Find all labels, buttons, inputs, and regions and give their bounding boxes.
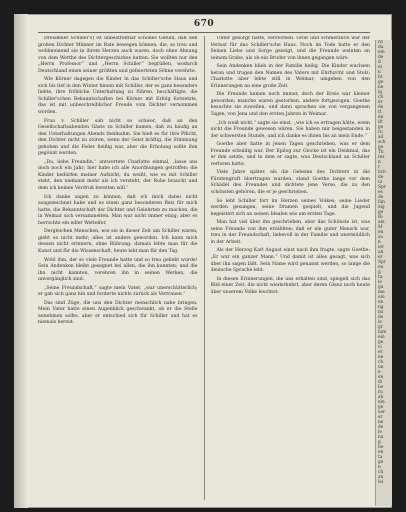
next-page-fragment: Spr xyxy=(378,185,386,190)
paragraph: „Ich weiß nicht,“ sagte sie einst, „wie ich es ertragen hätte, wenn nicht die Freunde gewesen wären. Sie haben mir beigestanden in der schwersten Stunde, und ich danke es ihnen bis an mein Ende.“ xyxy=(210,120,370,139)
next-page-fragment: lei xyxy=(378,480,384,485)
next-page-fragment: r xyxy=(378,165,381,170)
next-page-fragment: de xyxy=(378,315,384,320)
next-page-fragment: eig xyxy=(378,205,385,210)
next-page-fragment: M xyxy=(378,225,383,230)
paragraph: „Du, liebe Freundin,“ antwortete Charlotte einmal, „lasse uns doch noch ein Jahr; hier habe ich alle Anordnungen getroffen; die Kinder bedürfen meiner Aufsicht; du weißt, wie es mit Schiller steht, den niemand mehr als ich versteht, der Ruhe braucht und dem ich keinen Verdruß bereiten will.“ xyxy=(38,159,198,192)
next-page-fragment: ift xyxy=(378,120,383,125)
next-page-fragment: e xyxy=(378,370,381,375)
next-page-fragment: n xyxy=(378,70,381,75)
paragraph: Man hat viel über ihn geschrieben, aber das Schönste ist, was seine Freunde von ihm erzählten: daß er ein guter Mensch war, treu in der Freundschaft, liebevoll in der Familie und unermüdlich in der Arbeit. xyxy=(210,220,370,245)
paragraph: Dresdener Schiller's) ist unbestreitbar schönes Gefühl, daß den großen Dichter Männer im Rate bewegen können, die, so treu und wohlmeinend sie in ihrem Herzen auch waren, doch ohne Ahnung von dem Werthe des Dichtergeschickes hatten. Sie wollten nur den „Herrn Professor“ und „Herrn Schiller“ begrüßen, wodurch Deutschland einen seiner größten und gefeiertsten Söhne verehrte. xyxy=(38,36,198,74)
book-page xyxy=(14,14,392,508)
paragraph: Goethe aber hatte in jenen Tagen geschrieben, was er dem Freunde schuldig war. Der Epilog zur Glocke ist ein Denkmal, das er ihm setzte, und in dem er sagte, was Deutschland an Schiller verloren hatte. xyxy=(210,142,370,167)
next-page-fragment: de xyxy=(378,55,384,60)
page-number: 670 xyxy=(193,19,215,29)
next-page-fragment: vi xyxy=(378,345,382,350)
next-page-fragment: ein xyxy=(378,335,385,340)
next-page-fragment: ier xyxy=(378,245,384,250)
next-page-fragment: n xyxy=(378,240,381,245)
paragraph: Als der Herzog Karl August einst nach ihm fragte, sagte Goethe: „Er war ein ganzer Mann.“ Und damit ist alles gesagt, was sich über ihn sagen läßt. Sein Name wird genannt werden, so lange die deutsche Sprache lebt. xyxy=(210,248,370,274)
next-page-fragment: di xyxy=(378,380,383,385)
next-page-fragment: en xyxy=(378,230,384,235)
next-page-fragment: ig xyxy=(378,90,383,95)
next-page-edge xyxy=(375,40,392,506)
next-page-fragment: lum xyxy=(378,330,387,335)
next-page-fragment: ga xyxy=(378,285,384,290)
paragraph: Unter gesorgt hatte, verstorben. Groß und schmerzlich war der Verlust für das Schiller'sche Haus. Noch im Tode hatte er den Seinen Liebe und Sorge gezeigt, und die Freunde weinten an seinem Grabe, als ob ein Bruder von ihnen gegangen wäre. xyxy=(210,36,370,61)
next-page-fragment: Th xyxy=(378,150,384,155)
next-page-fragment: ru xyxy=(378,390,383,395)
page-gutter xyxy=(14,14,28,508)
next-page-fragment: ah xyxy=(378,250,384,255)
next-page-fragment: ge xyxy=(378,145,384,150)
next-page-fragment: ein xyxy=(378,295,385,300)
next-page-fragment: er xyxy=(378,255,383,260)
next-page-fragment: er xyxy=(378,100,383,105)
next-page-fragment: be xyxy=(378,445,384,450)
next-page-fragment: en xyxy=(378,115,384,120)
paragraph: „Seine Freundschaft,“ sagte mein Vater, „war unerschütterlich; er gab sich ganz hin und forderte nichts zurück als Vertrauen.“ xyxy=(38,285,198,298)
page-header xyxy=(38,18,370,33)
next-page-fragment: sch xyxy=(378,140,386,145)
next-page-fragment: d xyxy=(378,60,381,65)
next-page-fragment: lün xyxy=(378,200,385,205)
paragraph: Frau v. Schiller sah nicht so schwer, daß an den Gesellschaftsabenden Gäste zu Schiller kamen, daß zu häufig an den Unterhaltungen Abends theilnahm. Sie hieß es für ihre Pflicht, den Dichter nicht zu stören, wenn der Geist kräftig, die Stimmung gehoben und die Feder fleißig war, aber die Erholung sollte ihm gegönnt werden. xyxy=(38,118,198,157)
next-page-fragment: ht xyxy=(378,75,383,80)
paragraph: Wohl ihm, der so viele Freunde hatte und so treu geliebt wurde! Sein Andenken bleibt gesegnet bei allen, die ihn kannten; und die ihn nicht kannten, verehren ihn in seinen Werken, die unvergänglich sind. xyxy=(38,257,198,283)
next-page-fragment: nu xyxy=(378,435,384,440)
next-page-fragment: de xyxy=(378,175,384,180)
next-page-fragment: sa xyxy=(378,235,383,240)
next-page-fragment: ie xyxy=(378,280,382,285)
next-page-fragment: ge xyxy=(378,340,384,345)
next-page-fragment: ver xyxy=(378,410,386,415)
next-page-fragment: ein xyxy=(378,400,385,405)
paragraph: Dergleichen Menschen, wie sie in dieser Zeit um Schiller waren, giebt es nicht mehr; alles ist anders geworden. Ich kann mich dessen nicht erinnern, ohne Rührung: damals lebte man für die Kunst und für die Wissenschaft, heute lebt man für den Tag. xyxy=(38,229,198,254)
next-page-fragment: ui xyxy=(378,180,383,185)
next-page-fragment: am xyxy=(378,220,385,225)
next-page-fragment: ru xyxy=(378,130,383,135)
paragraph: Wie Körner dagegen die Kinder in das Schiller'sche Haus und sich bis tief in den Winter hinein mit Schiller, der es ganz besonders liebte, ihre fröhliche Unterhaltung zu führen, beschäftigte, die Schiller'schen Bekanntschaften bei Körner mit Erfolg fortsetzte, das ist mit unbeschreiblicher Freude vom Dichter vernommen worden. xyxy=(38,77,198,116)
next-page-fragment: ge xyxy=(378,460,384,465)
paragraph: Die Freunde kamen noch immer, doch der Kreis war kleiner geworden; manche waren gestorben, andere fortgezogen. Goethe besuchte sie zuweilen, und dann sprachen sie von vergangenen Tagen, von Jena und den ersten Jahren in Weimar. xyxy=(210,92,370,118)
next-page-fragment: ge xyxy=(378,405,384,410)
column-divider xyxy=(204,36,205,500)
next-page-fragment: de xyxy=(378,425,384,430)
next-page-fragment: ei xyxy=(378,65,382,70)
next-page-fragment: ch xyxy=(378,360,384,365)
paragraph: Sein Andenken blieb in der Familie heilig. Die Kinder wuchsen heran und trugen den Namen des Vaters mit Ehrfurcht und Stolz; Charlotte aber lebte still in Weimar, umgeben von den Erinnerungen an eine große Zeit. xyxy=(210,64,370,89)
left-column xyxy=(38,36,198,500)
next-page-fragment: er xyxy=(378,350,383,355)
next-page-fragment: en xyxy=(378,300,384,305)
next-page-fragment: er xyxy=(378,415,383,420)
next-page-fragment: un xyxy=(378,365,384,370)
next-page-fragment: ah xyxy=(378,395,384,400)
paragraph: In diesen Erinnerungen, die uns erhalten sind, spiegelt sich das Bild einer Zeit, die nicht wiederkehrt, aber deren Glanz noch heute über unserem Volke leuchtet. xyxy=(210,276,370,295)
next-page-fragment: ch xyxy=(378,95,384,100)
next-page-fragment: rd xyxy=(378,40,383,45)
next-page-fragment: es xyxy=(378,190,383,195)
next-page-fragment: en xyxy=(378,450,384,455)
next-page-fragment: Ri xyxy=(378,215,383,220)
next-page-fragment: tt xyxy=(378,110,382,115)
right-column xyxy=(211,36,371,500)
next-page-fragment: an xyxy=(378,475,384,480)
next-page-fragment: de xyxy=(378,105,384,110)
text-columns xyxy=(38,36,370,500)
next-page-fragment: ie xyxy=(378,320,382,325)
next-page-fragment: en xyxy=(378,265,384,270)
next-page-fragment: Spr xyxy=(378,260,386,265)
next-page-fragment: en xyxy=(378,375,384,380)
next-page-fragment: ad xyxy=(378,135,384,140)
next-page-fragment: ne xyxy=(378,85,384,90)
next-page-fragment: ch xyxy=(378,470,384,475)
next-page-fragment: be xyxy=(378,385,384,390)
next-page-fragment: gr xyxy=(378,325,383,330)
next-page-fragment: ge xyxy=(378,125,384,130)
paragraph: So lebt Schiller fort im Herzen seines Volkes; seine Lieder werden gesungen, seine Dramen gespielt, und die Jugend begeistert sich an seinen Idealen wie am ersten Tage. xyxy=(210,198,370,217)
next-page-fragment: ein xyxy=(378,50,385,55)
paragraph: Das sind Züge, die uns den Dichter menschlich nahe bringen. Mein Vater hatte einen Augenblick geschwankt, ob er die Stelle annehmen sollte, aber er entschied sich für Schiller und hat es niemals bereut. xyxy=(38,300,198,326)
next-page-fragment: ge xyxy=(378,80,384,85)
next-page-fragment: da xyxy=(378,45,384,50)
next-page-fragment: n xyxy=(378,465,381,470)
next-page-fragment: tes xyxy=(378,155,385,160)
next-page-fragment: ne xyxy=(378,355,384,360)
next-page-fragment: ne xyxy=(378,420,384,425)
next-page-fragment: nu xyxy=(378,310,384,315)
next-page-fragment: ge xyxy=(378,210,384,215)
paragraph: Ich danke sagen zu können, daß ich mich dabei nicht ausgezeichnet habe und es einen ganz besonderen Reiz für mich hatte, die Bekanntschaft der Dichter und Gelehrten zu machen, die in Weimar sich versammelten. Man war nicht immer einig; aber es herrschte ein edler Wetteifer. xyxy=(38,194,198,226)
next-page-fragment: ie xyxy=(378,430,382,435)
next-page-fragment: n xyxy=(378,160,381,165)
next-page-fragment: g xyxy=(378,270,381,275)
paragraph: Viele Jahre später, als die Gebeine des Dichters in die Fürstengruft übertragen wurden, stand Goethe lange vor dem Schädel des Freundes und dichtete jene Verse, die zu den schönsten gehören, die er je geschrieben. xyxy=(210,170,370,196)
next-page-fragment: ta xyxy=(378,275,383,280)
next-page-fragment: me xyxy=(378,290,385,295)
next-page-fragment: lich xyxy=(378,170,386,175)
next-page-fragment: g xyxy=(378,440,381,445)
next-page-fragment: ng xyxy=(378,305,384,310)
next-page-fragment: ta xyxy=(378,455,383,460)
next-page-fragment: de xyxy=(378,195,384,200)
